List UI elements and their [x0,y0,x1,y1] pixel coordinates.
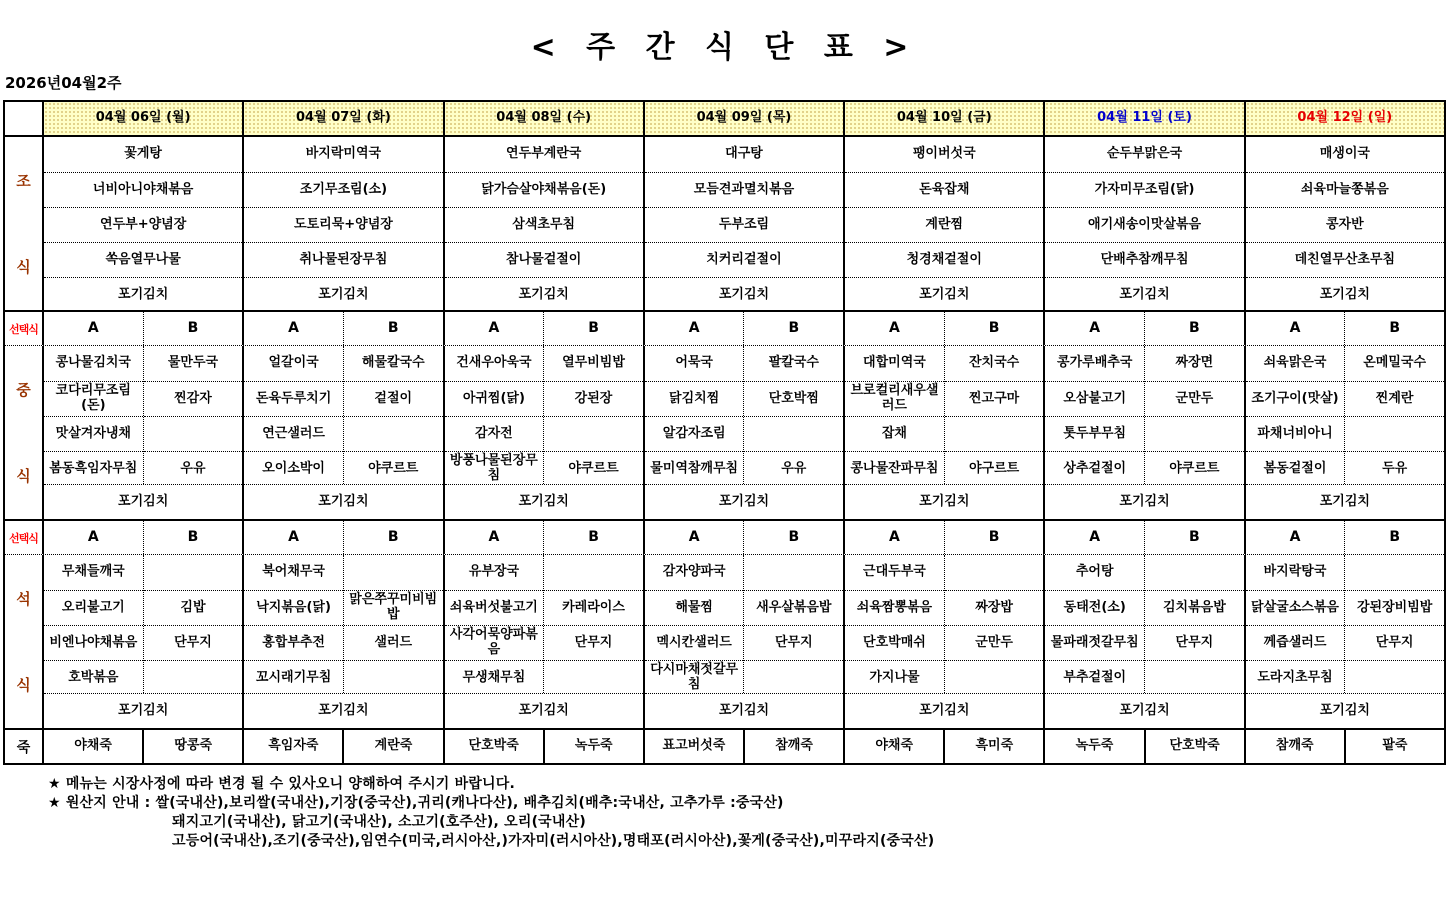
porridge-item: 단호박죽 [468,738,519,754]
menu-item: 유부장국 [468,564,519,580]
menu-item [945,660,1044,695]
menu-item: 콩나물김치국 [55,355,131,371]
menu-item [945,416,1044,451]
choice-a-header: A [488,319,500,336]
menu-item [744,416,843,451]
day-column [443,346,643,519]
section-label-breakfast-char: 식 [16,258,31,277]
lunch-block [5,346,1444,521]
menu-item: 콩자반 [1246,207,1444,242]
menu-item: 해물칼국수 [361,355,425,371]
dinner-block [5,555,1444,730]
menu-item: 방풍나물된장무침 [445,451,544,486]
menu-item: 멕시칸샐러드 [645,625,744,660]
day-column [42,346,242,519]
choice-a-header: A [288,528,300,545]
menu-item: 근대두부국 [863,564,926,580]
kimchi-item: 포기김치 [1246,484,1444,519]
menu-item: 가지나물 [845,660,944,695]
menu-item: 다시마채젓갈무침 [645,660,744,695]
menu-item: 연두부+양념장 [44,207,242,242]
menu-item: 상추겉절이 [1045,451,1144,486]
menu-item: 포기김치 [244,277,442,312]
menu-item: 짜장면 [1175,355,1214,371]
day-column [643,102,843,135]
menu-item: 대합미역국 [863,355,926,371]
porridge-item: 계란죽 [342,730,442,763]
choice-a-header: A [1089,319,1101,336]
menu-item: 삼색초무침 [445,207,643,242]
menu-item: 두부조림 [645,207,843,242]
choice-b-header: B [743,521,843,554]
section-label-lunch-char: 식 [16,467,31,486]
menu-item: 알감자조림 [645,416,744,451]
menu-item: 북어채무국 [262,564,325,580]
menu-item: 호박볶음 [44,660,143,695]
day-column [242,521,442,554]
day-column [1043,102,1243,135]
day-header: 04월 06일 (월) [44,102,242,135]
kimchi-item: 포기김치 [44,693,242,728]
choice-row-label: 선택식 [9,531,38,545]
menu-item: 단무지 [1345,625,1444,660]
menu-item: 잔치국수 [968,355,1020,371]
week-label: 2026년04월2주 [5,74,122,92]
menu-item [1345,555,1444,590]
choice-b-header: B [343,521,443,554]
menu-item: 포기김치 [1045,277,1243,312]
menu-item: 김밥 [144,590,243,625]
choice-a-header: A [87,528,99,545]
menu-item: 포기김치 [845,277,1043,312]
day-column [443,137,643,310]
menu-item: 팽이버섯국 [912,146,976,162]
porridge-item: 참깨죽 [743,730,843,763]
choice-row-lunch [5,312,1444,346]
day-column [42,137,242,310]
kimchi-item: 포기김치 [845,484,1043,519]
kimchi-item: 포기김치 [1246,693,1444,728]
menu-item: 군만두 [945,625,1044,660]
porridge-item: 참깨죽 [1275,738,1314,754]
menu-item: 우유 [744,451,843,486]
kimchi-item: 포기김치 [645,693,843,728]
menu-item: 바지락미역국 [305,146,382,162]
day-column [443,555,643,728]
menu-item: 대구탕 [725,146,763,162]
menu-item: 바지락탕국 [1263,564,1327,580]
menu-item: 연두부계란국 [506,146,582,162]
note-line: ★ 원산지 안내 : 쌀(국내산),보리쌀(국내산),기장(중국산),귀리(캐나다산), 배추김치(배추:국내산, 고추가루 :중국산) [48,795,784,811]
day-column [643,312,843,345]
choice-a-header: A [1089,528,1101,545]
menu-item: 사각어묵양파볶음 [445,625,544,660]
day-column [1244,346,1444,519]
porridge-item: 표고버섯죽 [662,738,726,754]
day-column [643,346,843,519]
menu-item: 단무지 [1145,625,1244,660]
menu-item: 연근샐러드 [244,416,343,451]
menu-item: 건새우아욱국 [456,355,532,371]
menu-item: 돈육잡채 [845,172,1043,207]
menu-item: 봄동흑임자무침 [44,451,143,486]
choice-a-header: A [889,319,900,336]
menu-item: 조기무조림(소) [244,172,442,207]
porridge-row-label: 죽 [16,739,31,756]
menu-item: 쇠육버섯불고기 [445,590,544,625]
choice-row-dinner [5,521,1444,555]
breakfast-block [5,137,1444,312]
menu-item: 해물찜 [645,590,744,625]
choice-b-header: B [543,312,643,345]
menu-item [144,555,243,590]
menu-item [144,416,243,451]
section-label-lunch-char: 중 [16,380,31,399]
porridge-item: 땅콩죽 [142,730,242,763]
kimchi-item: 포기김치 [244,484,442,519]
day-column [843,102,1043,135]
menu-item: 도토리묵+양념장 [244,207,442,242]
day-column [843,137,1043,310]
note-line: 돼지고기(국내산), 닭고기(국내산), 소고기(호주산), 오리(국내산) [172,814,586,830]
menu-item: 도라지초무침 [1246,660,1345,695]
day-column [1043,137,1243,310]
menu-item: 비엔나야채볶음 [44,625,143,660]
day-column [843,312,1043,345]
day-column [242,730,442,763]
menu-item: 팔칼국수 [768,355,819,371]
menu-item: 새우살볶음밥 [744,590,843,625]
kimchi-item: 포기김치 [44,484,242,519]
menu-item: 포기김치 [44,277,242,312]
menu-item: 우유 [144,451,243,486]
menu-item [344,416,443,451]
menu-item: 모듬견과멸치볶음 [645,172,843,207]
choice-a-header: A [688,528,700,545]
menu-item: 단호박찜 [744,381,843,416]
choice-a-header: A [889,528,900,545]
menu-item [544,660,643,695]
menu-item: 무생채무침 [445,660,544,695]
menu-item: 톳두부무침 [1045,416,1144,451]
choice-a-header: A [87,319,99,336]
menu-item [344,660,443,695]
menu-item: 물파래젓갈무침 [1045,625,1144,660]
choice-b-header: B [944,312,1044,345]
menu-item: 온메밀국수 [1363,355,1427,371]
menu-item: 야쿠르트 [544,451,643,486]
menu-item: 부추겉절이 [1045,660,1144,695]
choice-b-header: B [343,312,443,345]
menu-item: 오리불고기 [44,590,143,625]
menu-item: 단무지 [144,625,243,660]
day-column [643,555,843,728]
day-column [242,137,442,310]
porridge-row [5,730,1444,763]
day-column [1043,730,1243,763]
menu-item: 강된장비빔밥 [1345,590,1444,625]
menu-item: 꼬시래기무침 [244,660,343,695]
menu-item: 닭김치찜 [645,381,744,416]
choice-b-header: B [743,312,843,345]
kimchi-item: 포기김치 [645,484,843,519]
porridge-item: 녹두죽 [543,730,643,763]
day-column [843,346,1043,519]
menu-item: 애기새송이맛살볶음 [1045,207,1243,242]
menu-item: 청경채겉절이 [845,242,1043,277]
day-column [643,521,843,554]
day-header: 04월 07일 (화) [244,102,442,135]
menu-item: 돈육두루치기 [244,381,343,416]
choice-b-header: B [1344,312,1444,345]
day-column [843,730,1043,763]
menu-item: 샐러드 [344,625,443,660]
menu-item: 단호박매쉬 [845,625,944,660]
choice-a-header: A [288,319,300,336]
menu-item: 열무비빔밥 [562,355,625,371]
menu-item [744,555,843,590]
porridge-item: 흑미죽 [943,730,1043,763]
menu-item: 잡채 [845,416,944,451]
day-column [242,102,442,135]
day-column [42,555,242,728]
menu-item: 치커리겉절이 [645,242,843,277]
menu-item: 순두부맑은국 [1106,146,1183,162]
porridge-item: 흑임자죽 [268,738,319,754]
menu-item: 야구르트 [945,451,1044,486]
menu-item: 매생이국 [1319,146,1370,162]
menu-item: 군만두 [1145,381,1244,416]
kimchi-item: 포기김치 [445,484,643,519]
kimchi-item: 포기김치 [244,693,442,728]
menu-item: 꽃게탕 [124,146,162,162]
day-column [1244,555,1444,728]
corner-cell [5,102,42,135]
menu-item: 닭살굴소스볶음 [1246,590,1345,625]
day-column [42,521,242,554]
day-column [443,521,643,554]
menu-item: 홍합부추전 [244,625,343,660]
menu-item: 콩나물잔파무침 [845,451,944,486]
menu-item: 파채너비아니 [1246,416,1345,451]
day-column [843,555,1043,728]
menu-item: 야쿠르트 [1145,451,1244,486]
day-column [1244,312,1444,345]
section-label-dinner [5,555,42,728]
menu-item: 어묵국 [675,355,713,371]
menu-item: 아귀찜(닭) [445,381,544,416]
choice-b-header: B [1344,521,1444,554]
menu-item [144,660,243,695]
menu-item: 찐계란 [1345,381,1444,416]
day-column [1244,521,1444,554]
day-column [1244,137,1444,310]
choice-b-header: B [143,521,243,554]
choice-b-header: B [1144,312,1244,345]
menu-item: 쏙음열무나물 [44,242,242,277]
menu-item [945,555,1044,590]
day-column [1244,102,1444,135]
menu-item: 봄동겉절이 [1246,451,1345,486]
menu-item: 쇠육맑은국 [1263,355,1327,371]
menu-item: 조기구이(맛살) [1246,381,1345,416]
menu-item: 포기김치 [645,277,843,312]
section-label-breakfast-char: 조 [16,171,31,190]
day-column [242,555,442,728]
menu-item [744,660,843,695]
menu-item [1345,660,1444,695]
day-column [242,312,442,345]
porridge-item: 야채죽 [875,738,914,754]
day-column [42,730,242,763]
menu-item [1145,416,1244,451]
section-label-dinner-char: 석 [16,589,31,608]
day-header: 04월 08일 (수) [445,102,643,135]
menu-item: 감자전 [445,416,544,451]
day-column [1043,555,1243,728]
menu-item: 코다리무조림(돈) [44,381,143,416]
choice-b-header: B [143,312,243,345]
choice-a-header: A [688,319,700,336]
menu-item: 맛살겨자냉채 [44,416,143,451]
menu-item: 맑은쭈꾸미비빔밥 [344,590,443,625]
menu-item: 참나물겉절이 [445,242,643,277]
menu-item: 야쿠르트 [344,451,443,486]
menu-item: 콩가루배추국 [1057,355,1133,371]
day-column [443,730,643,763]
page-title: < 주 간 식 단 표 > [530,30,919,65]
porridge-item: 팥죽 [1344,730,1444,763]
menu-item: 두유 [1345,451,1444,486]
day-column [443,312,643,345]
day-column [1043,521,1243,554]
menu-item [1145,660,1244,695]
menu-item [1345,416,1444,451]
menu-item: 오삼불고기 [1045,381,1144,416]
menu-item: 포기김치 [1246,277,1444,312]
menu-item: 쇠육마늘쫑볶음 [1246,172,1444,207]
kimchi-item: 포기김치 [845,693,1043,728]
choice-a-header: A [1289,528,1301,545]
header-row [5,102,1444,137]
choice-b-header: B [1144,521,1244,554]
menu-item: 취나물된장무침 [244,242,442,277]
menu-item: 물만두국 [167,355,219,371]
menu-item: 가자미무조림(닭) [1045,172,1243,207]
day-column [242,346,442,519]
porridge-item: 단호박죽 [1144,730,1244,763]
menu-item: 쇠육짬뽕볶음 [845,590,944,625]
note-line: ★ 메뉴는 시장사정에 따라 변경 될 수 있사오니 양해하여 주시기 바랍니다. [48,776,516,792]
day-column [643,730,843,763]
menu-item: 닭가슴살야채볶음(돈) [445,172,643,207]
menu-item: 너비아니야채볶음 [44,172,242,207]
menu-item [344,555,443,590]
menu-item: 계란찜 [845,207,1043,242]
menu-item: 데친열무산초무침 [1246,242,1444,277]
menu-item: 찐감자 [144,381,243,416]
menu-item: 포기김치 [445,277,643,312]
menu-item: 짜장밥 [945,590,1044,625]
section-label-breakfast [5,137,42,310]
day-column [1043,312,1243,345]
choice-row-label: 선택식 [9,322,38,336]
menu-item [544,555,643,590]
choice-a-header: A [1289,319,1301,336]
menu-item: 낙지볶음(닭) [244,590,343,625]
day-column [1043,346,1243,519]
menu-item: 단무지 [544,625,643,660]
menu-item: 오이소박이 [244,451,343,486]
day-column [443,102,643,135]
menu-item: 감자양파국 [662,564,726,580]
menu-item: 단무지 [744,625,843,660]
menu-item: 강된장 [544,381,643,416]
menu-item: 찐고구마 [945,381,1044,416]
day-column [42,312,242,345]
porridge-item: 야채죽 [74,738,112,754]
section-label-lunch [5,346,42,519]
day-column [1244,730,1444,763]
menu-item [1145,555,1244,590]
porridge-item: 녹두죽 [1075,738,1114,754]
choice-b-header: B [944,521,1044,554]
day-header: 04월 09일 (목) [645,102,843,135]
menu-item: 단배추참깨무침 [1045,242,1243,277]
menu-item: 김치볶음밥 [1145,590,1244,625]
day-header: 04월 12일 (일) [1246,102,1444,135]
choice-a-header: A [488,528,500,545]
day-header: 04월 11일 (토) [1045,102,1243,135]
section-label-dinner-char: 식 [16,676,31,695]
menu-item: 겉절이 [344,381,443,416]
note-line: 고등어(국내산),조기(중국산),임연수(미국,러시아산,)가자미(러시아산),명태포(러시아산),꽃게(중국산),미꾸라지(중국산) [172,833,935,849]
kimchi-item: 포기김치 [445,693,643,728]
kimchi-item: 포기김치 [1045,693,1243,728]
menu-item: 카레라이스 [544,590,643,625]
menu-item: 물미역참깨무침 [645,451,744,486]
menu-item [544,416,643,451]
menu-item: 께즙샐러드 [1246,625,1345,660]
kimchi-item: 포기김치 [1045,484,1243,519]
day-header: 04월 10일 (금) [845,102,1043,135]
choice-b-header: B [543,521,643,554]
day-column [843,521,1043,554]
menu-item: 무채들깨국 [61,564,125,580]
day-column [42,102,242,135]
day-column [643,137,843,310]
menu-item: 브로컬리새우샐러드 [845,381,944,416]
footnotes [48,775,1449,851]
menu-item: 동태전(소) [1045,590,1144,625]
menu-item: 추어탕 [1075,564,1114,580]
weekly-menu-table [3,100,1446,765]
menu-item: 얼갈이국 [268,355,319,371]
